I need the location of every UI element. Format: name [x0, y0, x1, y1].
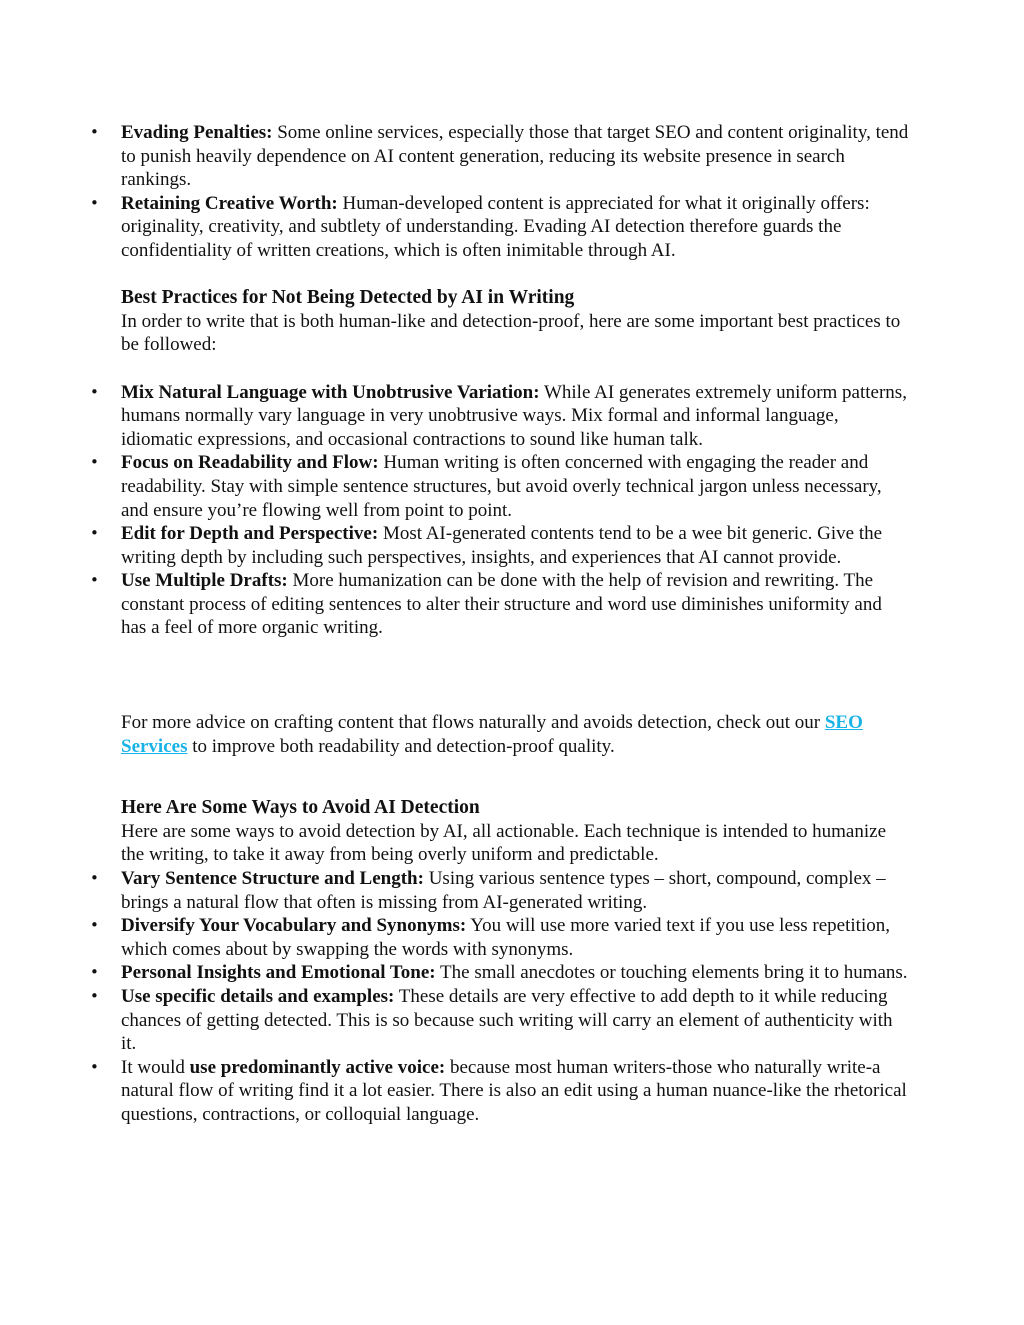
- spacer: [121, 263, 911, 287]
- spacer: [121, 357, 911, 381]
- list-item-text: Using various sentence types – short, compound, complex – brings a natural flow that often is missing from AI-generated writing.: [121, 868, 886, 913]
- list-item-text: Most AI-generated contents tend to be a wee bit generic. Give the writing depth by including such perspectives, insights, and experiences that AI cannot provide.: [121, 523, 883, 568]
- spacer: [121, 758, 911, 796]
- list-item-term: Personal Insights and Emotional Tone:: [121, 962, 436, 984]
- spacer: [121, 640, 911, 711]
- advice-paragraph: [121, 711, 911, 758]
- section-intro: Here are some ways to avoid detection by AI, all actionable. Each technique is intended to humanize the writing, to take it away from being overly uniform and predictable.: [121, 820, 887, 866]
- document-body: [121, 121, 911, 1127]
- list-item-term: Focus on Readability and Flow:: [121, 452, 379, 474]
- list-item-term: Vary Sentence Structure and Length:: [121, 868, 424, 890]
- list-item-term: Retaining Creative Worth:: [121, 192, 338, 214]
- list-item-text: These details are very effective to add depth to it while reducing chances of getting detected. This is so because such writing will carry an element of authenticity with it.: [121, 986, 893, 1055]
- list-item-term: use predominantly active voice:: [189, 1056, 446, 1078]
- seo-services-link[interactable]: SEO Services: [121, 712, 863, 757]
- list-item-text: Human writing is often concerned with engaging the reader and readability. Stay with simple sentence structures, but avoid overly technical jargon unless necessary, and ensure you’re flowing well from point to point.: [121, 452, 882, 521]
- benefits-list: [121, 121, 911, 263]
- list-item-text: Human-developed content is appreciated for what it originally offers: originality, creativity, and subtlety of understanding. Evading AI detection therefore guards the confidentiality of written creations, which is often inimitable through AI.: [121, 192, 870, 261]
- list-item: [121, 867, 911, 914]
- advice-text-before: For more advice on crafting content that flows naturally and avoids detection, check out our: [121, 712, 825, 734]
- list-item: [121, 1056, 911, 1127]
- section-heading-best-practices: Best Practices for Not Being Detected by AI in Writing: [121, 287, 575, 309]
- section-intro: In order to write that is both human-like and detection-proof, here are some important best practices to be followed:: [121, 310, 901, 356]
- best-practices-list: [121, 381, 911, 641]
- list-item-term: Mix Natural Language with Unobtrusive Variation:: [121, 381, 540, 403]
- advice-text-after: to improve both readability and detection-proof quality.: [187, 735, 615, 757]
- section-heading-avoid-detection: Here Are Some Ways to Avoid AI Detection: [121, 797, 480, 819]
- list-item-term: Use Multiple Drafts:: [121, 570, 288, 592]
- list-item: [121, 961, 911, 985]
- list-item: [121, 121, 911, 192]
- list-item-text: More humanization can be done with the help of revision and rewriting. The constant process of editing sentences to alter their structure and word use diminishes uniformity and has a feel of more organic writing.: [121, 570, 882, 639]
- list-item: [121, 192, 911, 263]
- list-item-text: The small anecdotes or touching elements bring it to humans.: [435, 962, 908, 984]
- list-item-text: While AI generates extremely uniform patterns, humans normally vary language in very unobtrusive ways. Mix formal and informal language, idiomatic expressions, and occasional contractions to sound like human talk.: [121, 381, 907, 450]
- list-item: [121, 451, 911, 522]
- list-item-text: Some online services, especially those that target SEO and content originality, tend to punish heavily dependence on AI content generation, reducing its website presence in search rankings.: [121, 122, 909, 191]
- list-item-term: Diversify Your Vocabulary and Synonyms:: [121, 915, 467, 937]
- techniques-list: [121, 867, 911, 1127]
- list-item: [121, 914, 911, 961]
- list-item: [121, 381, 911, 452]
- list-item-prefix: It would: [121, 1056, 190, 1078]
- list-item-term: Use specific details and examples:: [121, 986, 395, 1007]
- list-item: [121, 985, 911, 1056]
- list-item: [121, 569, 911, 640]
- list-item: [121, 522, 911, 569]
- list-item-text: You will use more varied text if you use less repetition, which comes about by swapping the words with synonyms.: [121, 915, 890, 960]
- list-item-term: Edit for Depth and Perspective:: [121, 523, 379, 545]
- list-item-text: because most human writers-those who naturally write-a natural flow of writing find it a lot easier. There is also an edit using a human nuance-like the rhetorical questions, contractions, or colloquial language.: [121, 1056, 907, 1125]
- list-item-term: Evading Penalties:: [121, 122, 273, 143]
